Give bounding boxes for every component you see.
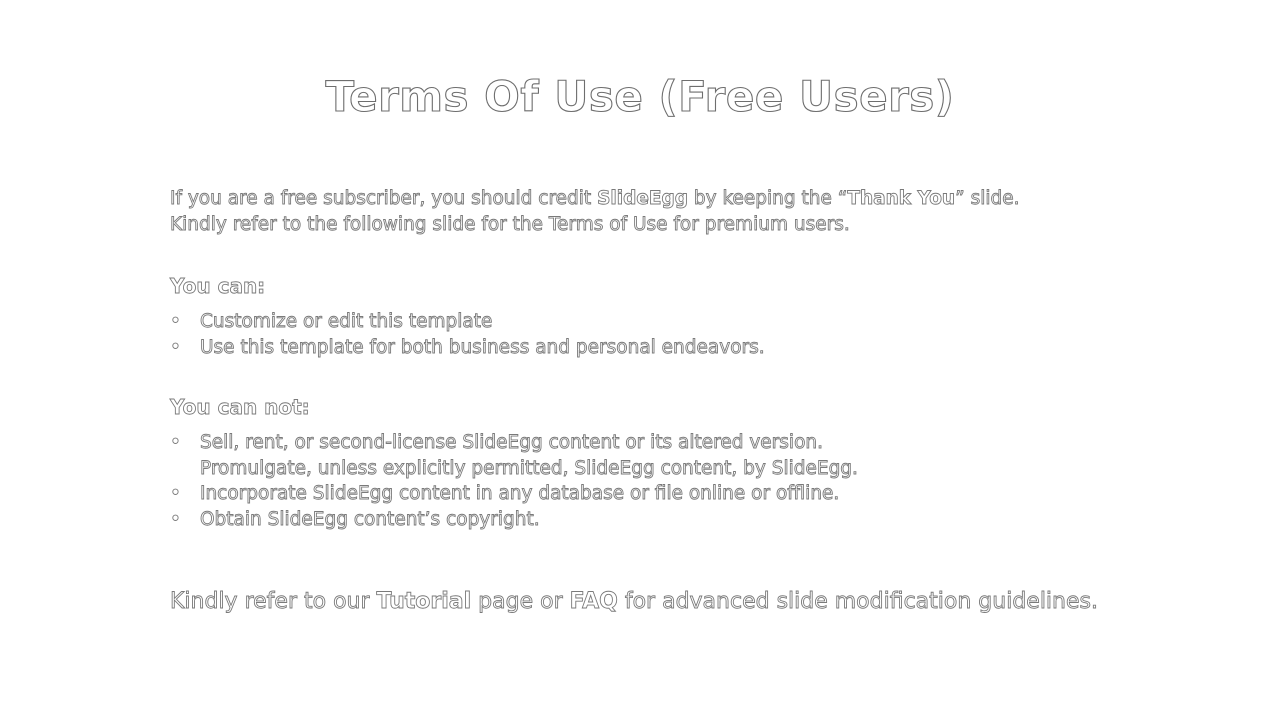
footer-text: for advanced slide modification guidelines. — [617, 589, 1098, 614]
bullet-icon: • — [170, 311, 181, 332]
bullet-icon: • — [170, 336, 181, 358]
intro-line-1 — [170, 186, 1250, 212]
faq-link[interactable]: FAQ — [569, 589, 618, 614]
thank-you-slide-name: Thank You — [847, 188, 956, 209]
page-title: Terms Of Use (Free Users) — [325, 72, 955, 121]
list-item — [170, 456, 1170, 482]
list-item — [170, 335, 1170, 361]
bullet-icon: • — [170, 483, 181, 504]
you-can-heading: You can: — [170, 274, 266, 298]
list-item — [170, 481, 1170, 507]
footer-text: page or — [471, 589, 570, 614]
list-item-text: Customize or edit this template — [200, 311, 493, 332]
brand-name: SlideEgg — [597, 188, 688, 209]
list-item — [170, 430, 1170, 456]
bullet-icon: • — [170, 508, 181, 530]
list-item-text: Use this template for both business and personal endeavors. — [200, 336, 765, 358]
you-can-list — [170, 309, 1170, 360]
intro-paragraph — [170, 186, 1250, 238]
list-item — [170, 507, 1170, 533]
intro-text: ” slide. — [955, 188, 1020, 209]
list-item-text: Promulgate, unless explicitly permitted, SlideEgg content, by SlideEgg. — [200, 457, 858, 479]
intro-line-2: Kindly refer to the following slide for the Terms of Use for premium users. — [170, 214, 850, 235]
list-item-text: Obtain SlideEgg content’s copyright. — [200, 508, 540, 530]
footer-note — [170, 586, 1098, 618]
tutorial-link[interactable]: Tutorial — [376, 589, 472, 614]
footer-text: Kindly refer to our — [170, 589, 377, 614]
intro-text: by keeping the “ — [688, 188, 848, 209]
you-can-not-list — [170, 430, 1170, 532]
you-can-not-heading: You can not: — [170, 395, 310, 419]
list-item — [170, 309, 1170, 335]
list-item-text: Incorporate SlideEgg content in any database or file online or offline. — [200, 483, 840, 504]
intro-text: If you are a free subscriber, you should credit — [170, 188, 598, 209]
list-item-text: Sell, rent, or second-license SlideEgg content or its altered version. — [200, 432, 823, 453]
bullet-icon: • — [170, 432, 181, 453]
